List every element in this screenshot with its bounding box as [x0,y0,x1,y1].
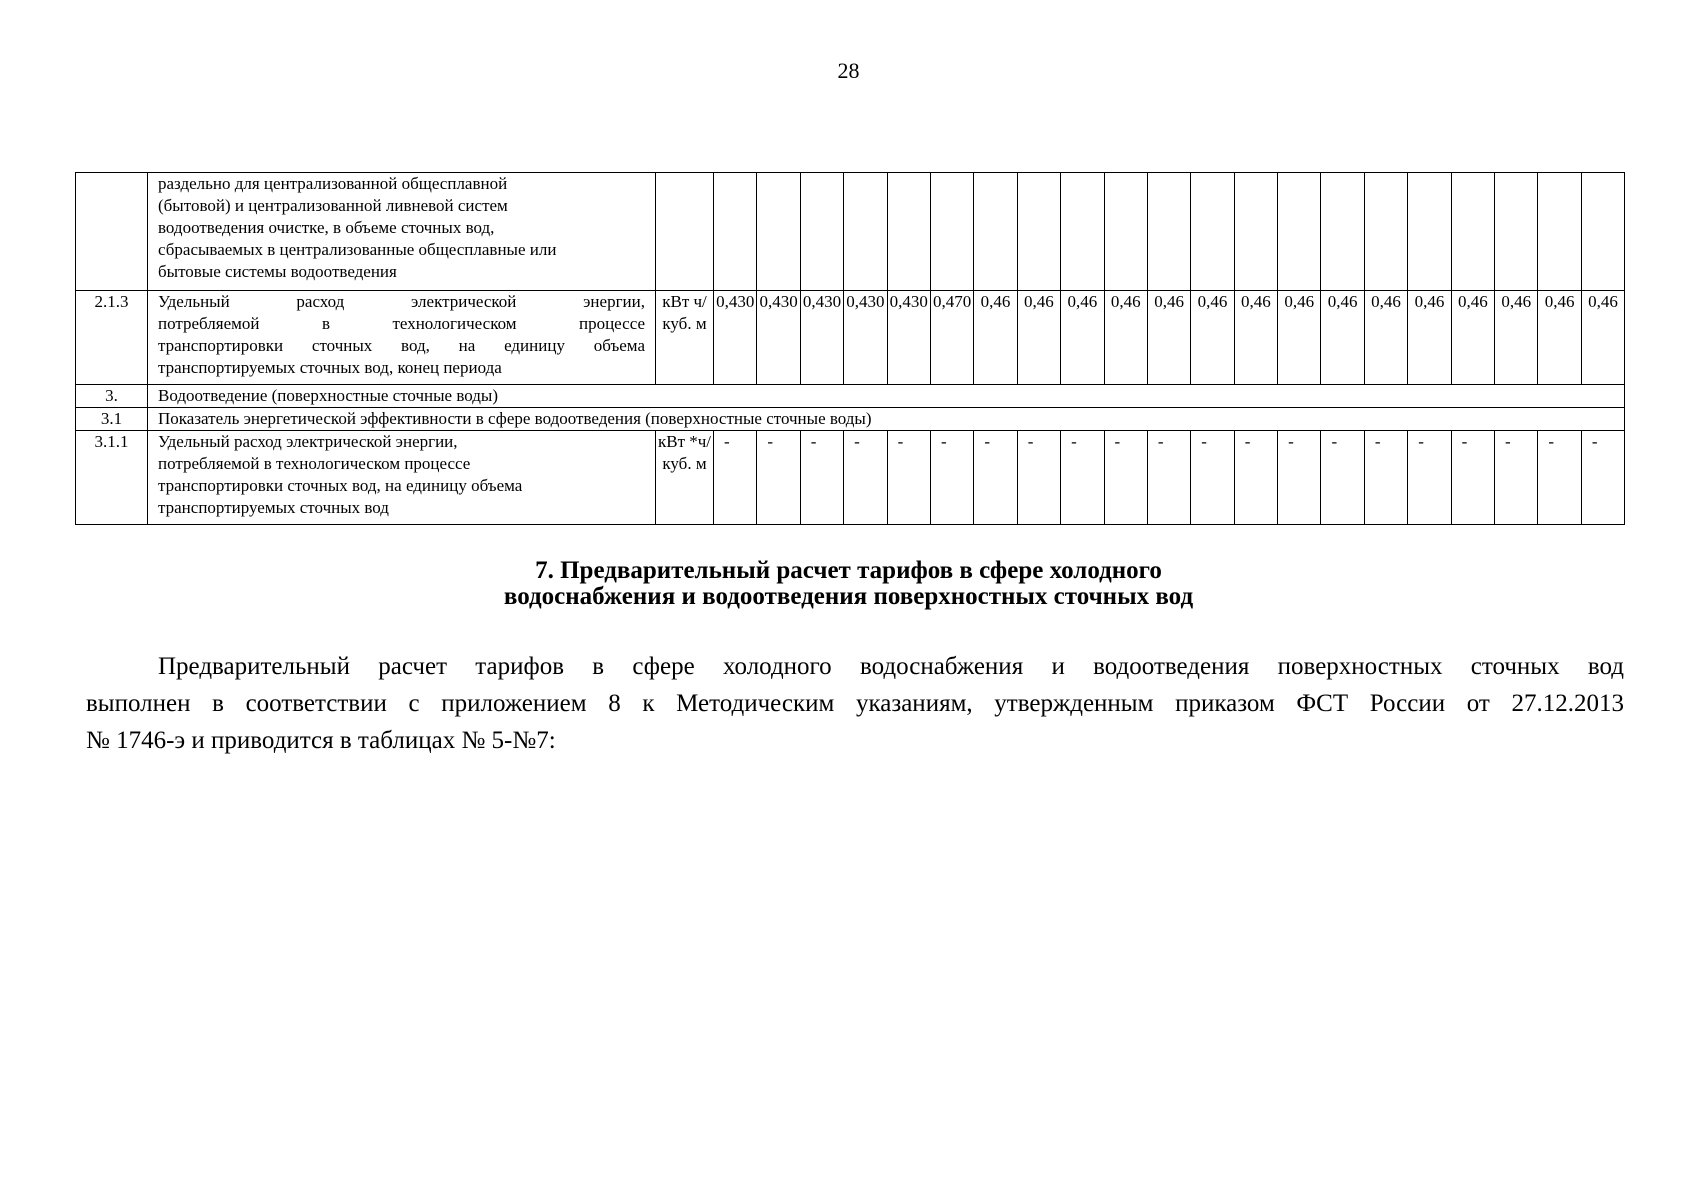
value-cell: - [800,431,843,525]
table-row-continuation [76,173,1625,291]
value-cell: - [1147,431,1190,525]
desc-line: (бытовой) и централизованной ливневой систем [158,196,508,215]
unit-cell: кВт ч/ куб. м [656,291,714,385]
value-cell: 0,46 [1017,291,1060,385]
value-cell: - [1234,431,1277,525]
value-cell [930,173,973,291]
value-cell: 0,46 [1278,291,1321,385]
energy-efficiency-table [75,172,1625,525]
value-cell [757,173,800,291]
value-cell [1495,173,1538,291]
desc-line: Удельный расход электрической энергии, [158,292,645,311]
row-number: 3. [76,385,148,408]
value-cell: 0,430 [887,291,930,385]
table-row-3-1-1 [76,431,1625,525]
row-number: 2.1.3 [76,291,148,385]
desc-line: транспортируемых сточных вод [158,498,389,517]
value-cell [1321,173,1364,291]
value-cell [1234,173,1277,291]
value-cell: 0,430 [800,291,843,385]
value-cell [974,173,1017,291]
table-row-3 [76,385,1625,408]
value-cell: - [1321,431,1364,525]
row-description [148,173,656,291]
page-number: 28 [837,58,860,83]
value-cell [714,173,757,291]
desc-line: транспортировки сточных вод, на единицу объема [158,476,523,495]
row-number: 3.1 [76,408,148,431]
desc-line: транспортировки сточных вод, на единицу объема [158,336,645,355]
value-cell: - [887,431,930,525]
desc-line: потребляемой в технологическом процессе [158,314,645,333]
section-row-label: Водоотведение (поверхностные сточные воды) [148,385,1625,408]
value-cell [1364,173,1407,291]
value-cell: 0,470 [930,291,973,385]
value-cell: 0,46 [1495,291,1538,385]
value-cell: 0,46 [1191,291,1234,385]
value-cell: - [714,431,757,525]
value-cell: 0,430 [757,291,800,385]
value-cell: 0,46 [1234,291,1277,385]
value-cell [800,173,843,291]
value-cell: - [844,431,887,525]
value-cell: - [1278,431,1321,525]
value-cell [1017,173,1060,291]
value-cell [1408,173,1451,291]
paragraph-line: выполнен в соответствии с приложением 8 к Методическим указаниям, утвержденным приказом ФСТ России от 27.12.2013 [86,690,1624,717]
section-row-label: Показатель энергетической эффективности в сфере водоотведения (поверхностные сточные воды) [148,408,1625,431]
value-cell: - [1538,431,1581,525]
section-heading-line: водоснабжения и водоотведения поверхностных сточных вод [503,583,1194,610]
desc-line: транспортируемых сточных вод, конец периода [158,358,502,377]
section-heading [0,558,1697,610]
value-cell: - [930,431,973,525]
value-cell [1147,173,1190,291]
value-cell [887,173,930,291]
value-cell: 0,430 [714,291,757,385]
paragraph-line: № 1746-э и приводится в таблицах № 5-№7: [86,727,556,754]
desc-line: раздельно для централизованной общесплавной [158,174,508,193]
value-cell: - [1061,431,1104,525]
desc-line: сбрасываемых в централизованные общесплавные или [158,240,557,259]
value-cell: - [1408,431,1451,525]
value-cell: - [1017,431,1060,525]
value-cell [1191,173,1234,291]
row-number-cell [76,173,148,291]
desc-line: потребляемой в технологическом процессе [158,454,471,473]
paragraph-line [86,648,1624,685]
body-paragraph [86,648,1624,759]
value-cell [1104,173,1147,291]
row-description [148,291,656,385]
desc-line: водоотведения очистке, в объеме сточных вод, [158,218,495,237]
table-row-3-1 [76,408,1625,431]
value-cell: - [757,431,800,525]
desc-line: бытовые системы водоотведения [158,262,397,281]
value-cell: 0,46 [1321,291,1364,385]
value-cell: - [1495,431,1538,525]
value-cell: - [974,431,1017,525]
section-heading-line: 7. Предварительный расчет тарифов в сфере холодного [535,557,1162,584]
unit-cell [656,173,714,291]
value-cell: 0,46 [1061,291,1104,385]
value-cell: - [1191,431,1234,525]
desc-line: Удельный расход электрической энергии, [158,432,458,451]
value-cell [1278,173,1321,291]
value-cell: 0,46 [1451,291,1494,385]
value-cell: - [1104,431,1147,525]
value-cell [1538,173,1581,291]
row-description [148,431,656,525]
value-cell: 0,46 [974,291,1017,385]
value-cell: 0,46 [1581,291,1624,385]
value-cell: - [1451,431,1494,525]
value-cell: 0,46 [1104,291,1147,385]
value-cell: 0,46 [1147,291,1190,385]
value-cell [1581,173,1624,291]
value-cell [844,173,887,291]
value-cell: 0,46 [1538,291,1581,385]
value-cell [1061,173,1104,291]
value-cell: - [1581,431,1624,525]
value-cell [1451,173,1494,291]
value-cell: 0,430 [844,291,887,385]
value-cell: - [1364,431,1407,525]
table-row-2-1-3 [76,291,1625,385]
value-cell: 0,46 [1408,291,1451,385]
paragraph-line-text: Предварительный расчет тарифов в сфере холодного водоснабжения и водоотведения поверхностных сточных вод [158,653,1624,680]
value-cell: 0,46 [1364,291,1407,385]
row-number: 3.1.1 [76,431,148,525]
unit-cell: кВт *ч/ куб. м [656,431,714,525]
